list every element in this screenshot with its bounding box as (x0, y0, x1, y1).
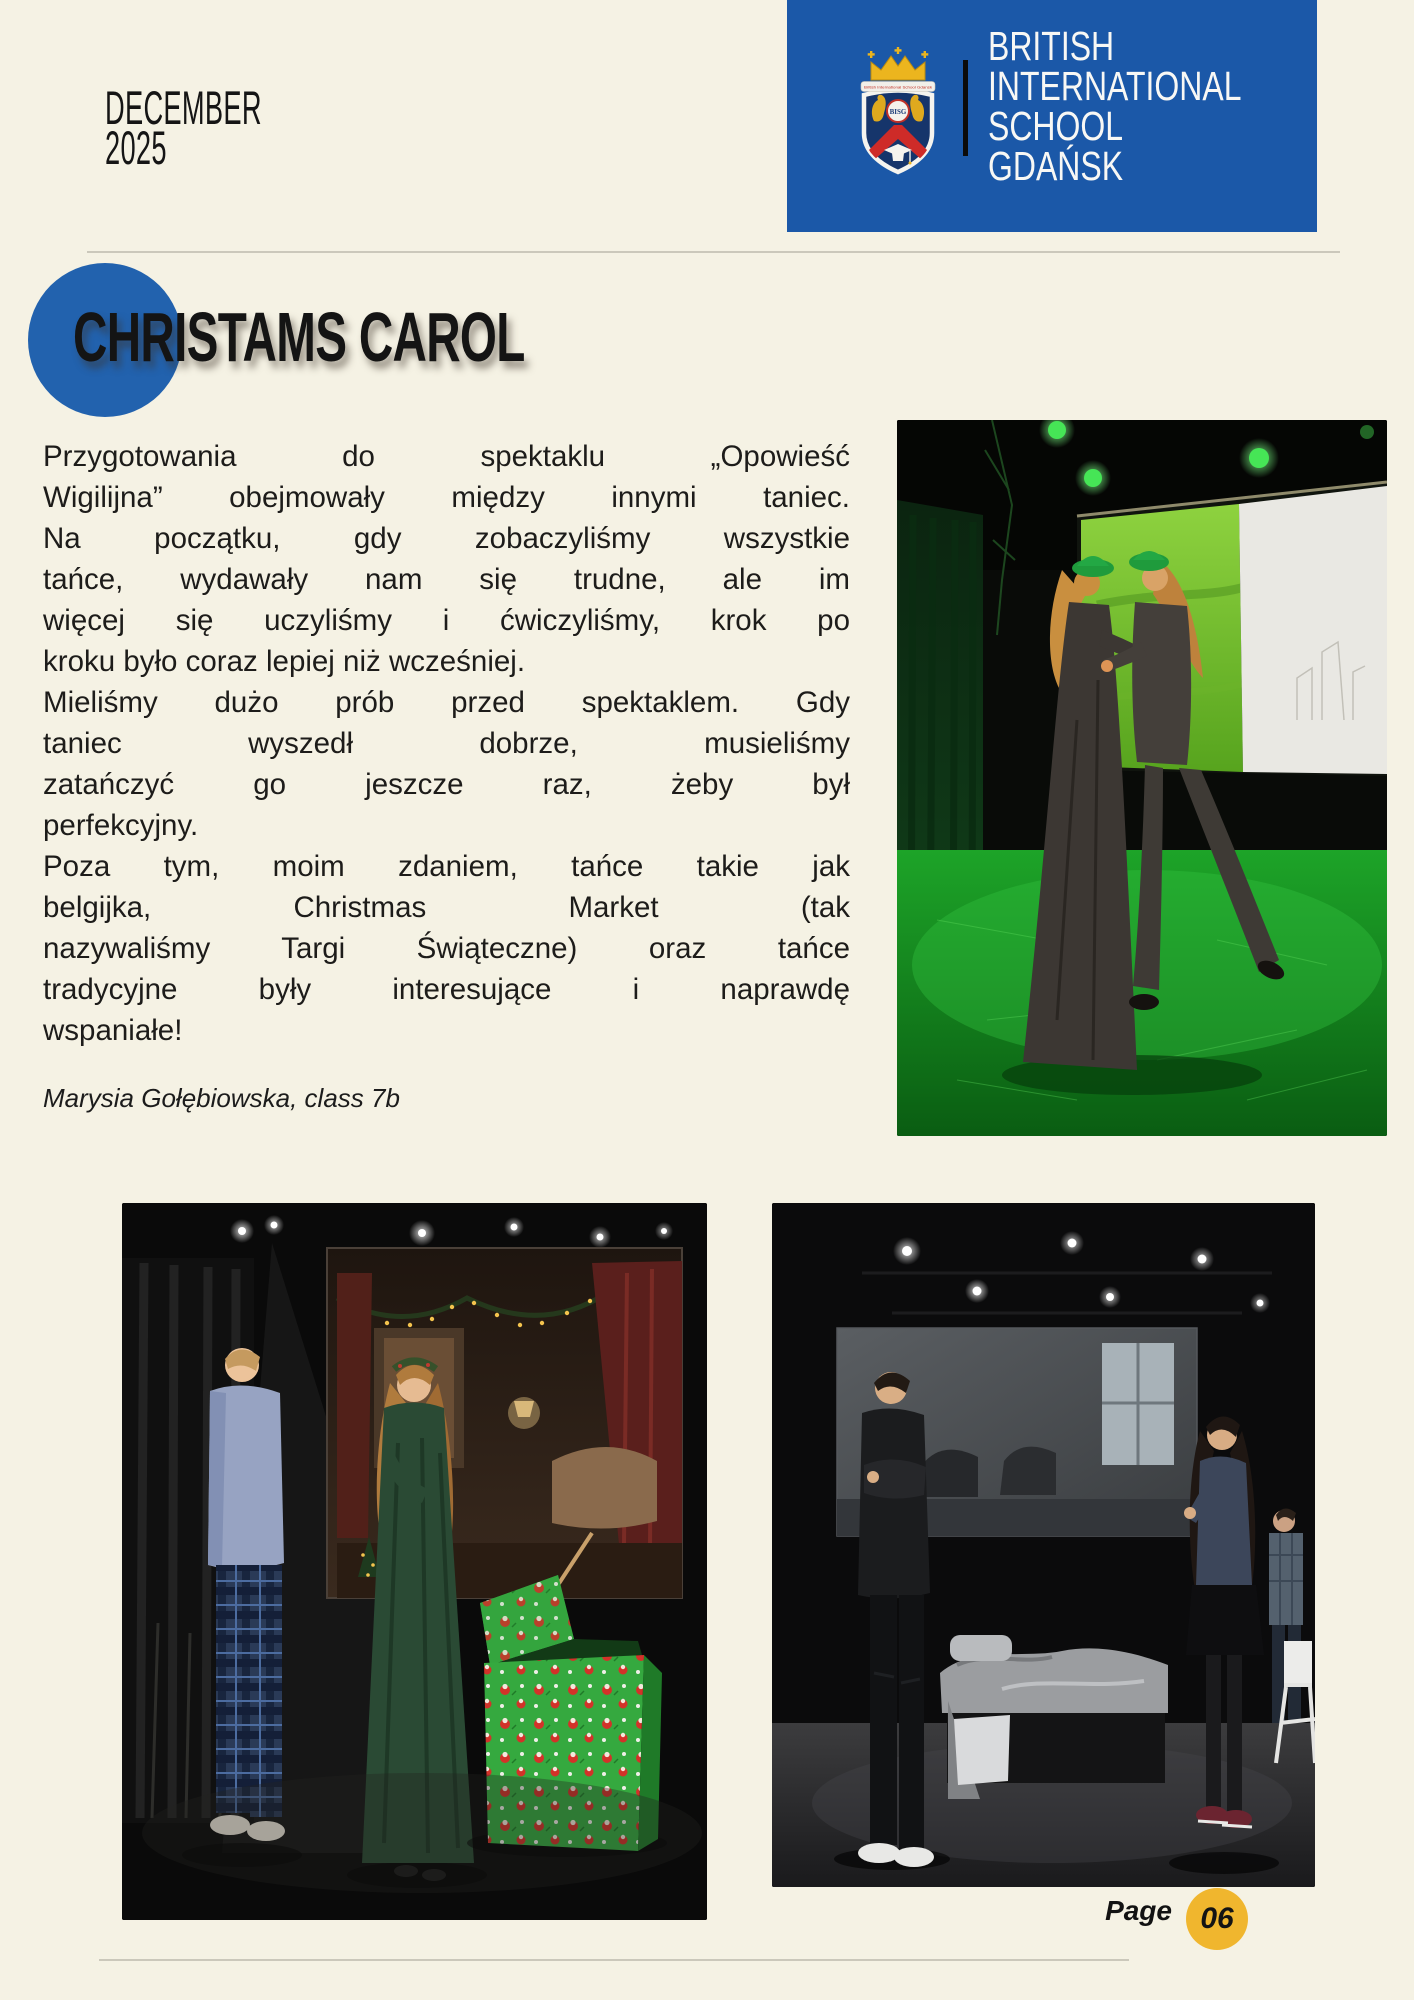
school-name-line-3: SCHOOL (988, 103, 1124, 149)
article-byline: Marysia Gołębiowska, class 7b (43, 1083, 400, 1113)
photo-2-illustration (122, 1203, 707, 1920)
crest-ribbon (861, 82, 935, 92)
page-number-badge (1186, 1888, 1248, 1950)
issue-date (105, 81, 375, 174)
photo-1-illustration (897, 420, 1387, 1136)
crest-crown (868, 47, 929, 80)
body-line: Przygotowania do spektaklu „Opowieść (43, 440, 850, 473)
body-line: perfekcyjny. (43, 809, 199, 842)
issue-month: DECEMBER (105, 81, 262, 134)
body-line: tańce, wydawały nam się trudne, ale im (43, 563, 850, 596)
school-name-line-1: BRITISH (988, 23, 1115, 69)
projection-screen (1077, 482, 1387, 776)
school-crest-icon (854, 45, 942, 175)
crest-monogram: BISG (889, 108, 907, 116)
school-name-line-2: INTERNATIONAL (988, 63, 1242, 109)
body-line: zatańczyć go jeszcze raz, żeby był (43, 768, 850, 801)
body-line: belgijka, Christmas Market (tak (43, 891, 850, 924)
page-label: Page (1105, 1895, 1172, 1926)
bed (940, 1635, 1168, 1799)
issue-year: 2025 (105, 121, 167, 174)
school-name (988, 23, 1313, 189)
article-title: CHRISTAMS CAROL (73, 298, 525, 376)
body-line: tradycyjne były interesujące i naprawdę (43, 973, 850, 1006)
stage-photo-green-dance (897, 420, 1387, 1136)
body-line: Wigilijna” obejmowały między innymi taniec. (43, 481, 850, 514)
body-line: taniec wyszedł dobrze, musieliśmy (43, 727, 850, 760)
stage-photo-gift-scene (122, 1203, 707, 1920)
page-number: 06 (1200, 1902, 1234, 1935)
photo-3-illustration (772, 1203, 1315, 1887)
floor-light-pool (142, 1773, 702, 1893)
stage-photo-bed-scene (772, 1203, 1315, 1887)
body-line: Mieliśmy dużo prób przed spektaklem. Gdy (43, 686, 850, 719)
body-line: Na początku, gdy zobaczyliśmy wszystkie (43, 522, 850, 555)
body-line: kroku było coraz lepiej niż wcześniej. (43, 645, 526, 678)
divider-line-top (87, 251, 1340, 253)
school-name-line-4: GDAŃSK (988, 143, 1124, 189)
crest-ribbon-text: British International School Gdansk (864, 85, 933, 90)
logo-divider-bar (963, 60, 968, 156)
body-line: wspaniałe! (43, 1014, 183, 1047)
body-line: więcej się uczyliśmy i ćwiczyliśmy, krok po (43, 604, 850, 637)
article-body (43, 436, 850, 1051)
body-line: nazywaliśmy Targi Świąteczne) oraz tańce (43, 932, 850, 965)
divider-line-bottom (99, 1959, 1129, 1961)
body-line: Poza tym, moim zdaniem, tańce takie jak (43, 850, 850, 883)
